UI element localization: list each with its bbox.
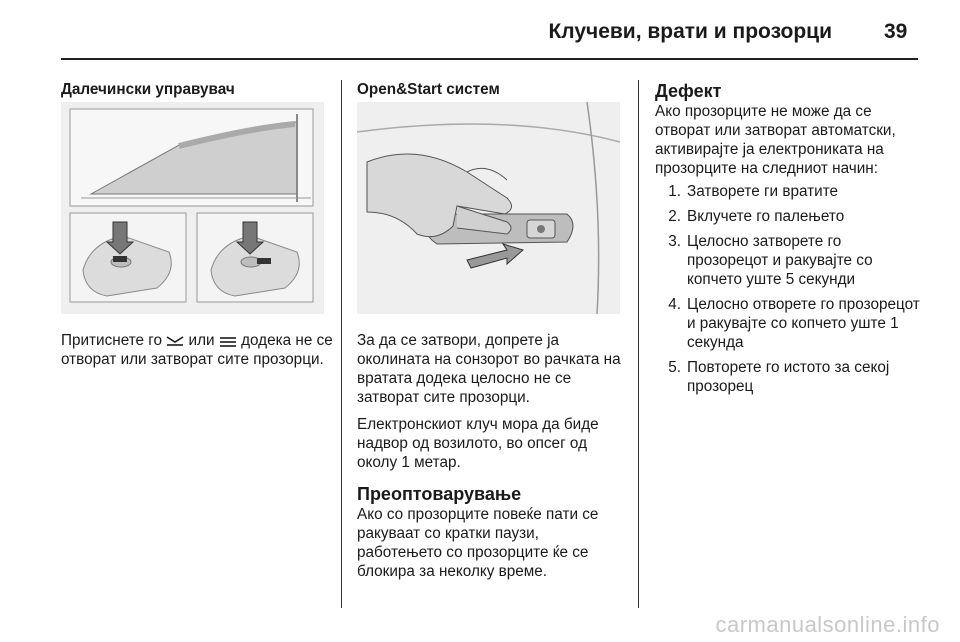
list-item [655,295,923,352]
remote-text-or: или [188,332,215,349]
section-heading-remote: Далечински управувач [61,81,235,98]
remote-text-end: додека не се отворат или затворат сите прозорци. [61,332,333,368]
remote-instructions [61,331,333,369]
remote-window-illustration [61,102,324,314]
door-handle-drawing [357,102,620,314]
remote-window-drawing [61,102,324,314]
open-start-paragraph-1: За да се затвори, допрете ја околината на сонзорот во рачката на вратата додека целосно не се затворат сите прозорци. [357,332,621,406]
column-remote-control [61,80,333,99]
step-text: Вклучете го палењето [687,208,845,225]
watermark: carmanualsonline.info [715,612,940,637]
step-text: Целосно отворете го прозорецот и ракувајте со копчето уште 1 секунда [687,296,920,351]
step-text: Целосно затворете го прозорецот и ракувајте со копчето уште 5 секунди [687,233,873,288]
remote-text-start: Притиснете го [61,332,163,349]
list-item [655,207,923,226]
open-start-text [357,331,625,581]
section-heading-open-start: Open&Start систем [357,81,500,98]
list-item [655,182,923,201]
malfunction-steps [655,182,923,396]
malfunction-intro: Ако прозорците не може да се отворат или затворат автоматски, активирајте ја електрониката на прозорците на следниот начин: [655,103,896,177]
step-number: 2. [668,208,681,225]
list-item [655,232,923,289]
column-divider-1 [341,80,342,608]
open-start-paragraph-2: Електронскиот клуч мора да биде надвор од возилото, во опсег од околу 1 метар. [357,416,599,471]
step-number: 4. [668,296,681,313]
step-number: 5. [668,359,681,376]
step-text: Затворете ги вратите [687,183,839,200]
column-divider-2 [638,80,639,608]
step-number: 3. [668,233,681,250]
column-open-start [357,80,625,99]
header-rule [61,58,918,60]
page-number: 39 [884,20,908,43]
page-header-title: Клучеви, врати и прозорци [548,20,832,43]
door-handle-illustration [357,102,620,314]
unlock-remote-icon [219,335,237,347]
list-item [655,358,923,396]
step-text: Повторете го истото за секој прозорец [687,359,890,395]
malfunction-heading: Дефект [655,81,722,101]
column-malfunction [655,80,923,402]
step-number: 1. [668,183,681,200]
lock-remote-icon [166,335,184,347]
overload-paragraph: Ако со прозорците повеќе пати се ракуваат со кратки паузи, работењето со прозорците ќе се блокира за неколку време. [357,506,599,580]
overload-heading: Преоптоварување [357,484,522,504]
